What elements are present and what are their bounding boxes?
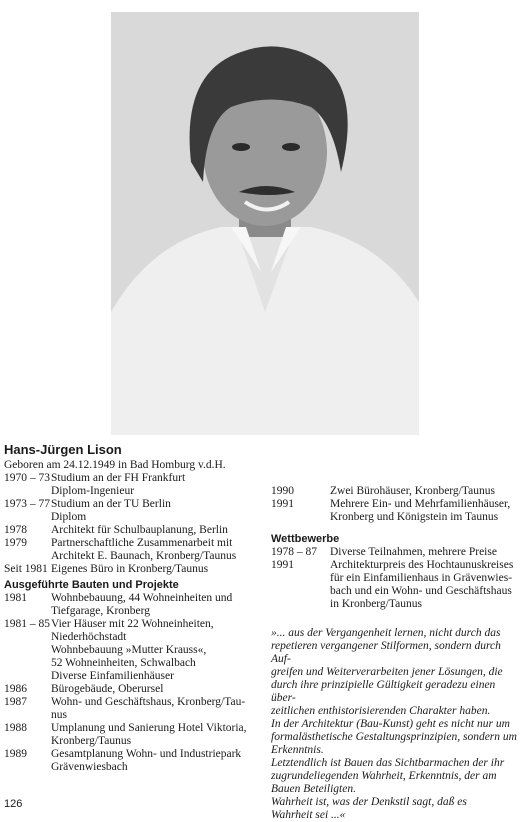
birth-info: Geboren am 24.12.1949 in Bad Homburg v.d.H. xyxy=(4,459,226,471)
entry-line: Wohn- und Geschäftshaus, Kronberg/Tau- xyxy=(51,696,246,708)
entry-year: 1991 xyxy=(271,559,294,571)
built-cont-entry xyxy=(271,485,521,498)
quote-block xyxy=(271,627,521,822)
bio-entry xyxy=(4,563,262,576)
entry-year: 1979 xyxy=(4,537,27,549)
bio-entry xyxy=(4,498,262,524)
quote-line: formalästhetische Gestaltungsprinzipien, sondern um xyxy=(271,731,517,743)
built-entry xyxy=(4,722,262,748)
entry-line: bach und ein Wohn- und Geschäftshaus xyxy=(330,585,512,597)
entry-line: Vier Häuser mit 22 Wohneinheiten, xyxy=(51,618,214,630)
entry-line: Diverse Einfamilienhäuser xyxy=(51,670,174,682)
entry-year: 1981 xyxy=(4,592,27,604)
entry-line: in Kronberg/Taunus xyxy=(330,598,422,610)
entry-line: Diplom xyxy=(51,511,87,523)
competitions-entry xyxy=(271,546,521,559)
portrait-photo xyxy=(111,12,419,435)
entry-line: Wohnbebauung »Mutter Krauss«, xyxy=(51,644,207,656)
entry-text xyxy=(330,546,521,559)
entry-text xyxy=(330,559,521,611)
entry-text xyxy=(330,485,521,498)
right-column xyxy=(271,485,521,822)
entry-text xyxy=(51,696,262,722)
entry-line: Architekt E. Baunach, Kronberg/Taunus xyxy=(51,550,237,562)
left-column xyxy=(4,459,262,774)
entry-line: Kronberg/Taunus xyxy=(51,735,132,747)
quote-line: Bauen Beteiligten. xyxy=(271,783,356,795)
entry-text xyxy=(51,683,262,696)
entry-line: Kronberg und Königstein im Taunus xyxy=(330,511,499,523)
entry-line: Bürogebäude, Oberursel xyxy=(51,683,164,695)
entry-line: Gesamtplanung Wohn- und Industriepark xyxy=(51,748,242,760)
entry-line: für ein Einfamilienhaus in Grävenwies- xyxy=(330,572,513,584)
entry-text xyxy=(51,537,262,563)
entry-year: 1981 – 85 xyxy=(4,618,50,630)
entry-line: Wohnbebauung, 44 Wohneinheiten und xyxy=(51,592,233,604)
entry-line: Mehrere Ein- und Mehrfamilienhäuser, xyxy=(330,498,511,510)
entry-year: 1989 xyxy=(4,748,27,760)
entry-year: Seit 1981 xyxy=(4,563,48,575)
quote-line: Letztendlich ist Bauen das Sichtbarmachen der ihr xyxy=(271,757,505,769)
entry-year: 1991 xyxy=(271,498,294,510)
quote-line: greifen und Weiterverarbeiten jener Lösungen, die xyxy=(271,666,503,678)
quote-line: zeitlichen enthistorisierenden Charakter haben. xyxy=(271,705,491,717)
architect-name: Hans-Jürgen Lison xyxy=(4,442,122,457)
bio-entry xyxy=(4,524,262,537)
entry-line: Umplanung und Sanierung Hotel Viktoria, xyxy=(51,722,247,734)
entry-line: Diplom-Ingenieur xyxy=(51,485,135,497)
bio-entry xyxy=(4,472,262,498)
quote-line: durch ihre prinzipielle Gültigkeit geradezu einen über- xyxy=(271,679,496,704)
entry-text xyxy=(51,748,262,774)
built-entry xyxy=(4,748,262,774)
built-projects-list xyxy=(4,592,262,774)
entry-text xyxy=(51,722,262,748)
entry-line: Architekt für Schulbauplanung, Berlin xyxy=(51,524,228,536)
entry-text xyxy=(330,498,521,524)
built-entry xyxy=(4,696,262,722)
biography-list xyxy=(4,472,262,576)
competitions-entry xyxy=(271,559,521,611)
entry-line: Niederhöchstadt xyxy=(51,631,127,643)
entry-year: 1986 xyxy=(4,683,27,695)
entry-line: Grävenwiesbach xyxy=(51,761,128,773)
entry-year: 1990 xyxy=(271,485,294,497)
entry-line: Diverse Teilnahmen, mehrere Preise xyxy=(330,546,497,558)
entry-text xyxy=(51,498,262,524)
entry-line: nus xyxy=(51,709,67,721)
entry-text xyxy=(51,472,262,498)
entry-year: 1978 – 87 xyxy=(271,546,317,558)
entry-year: 1970 – 73 xyxy=(4,472,50,484)
built-entry xyxy=(4,618,262,683)
quote-line: Erkenntnis. xyxy=(271,744,324,756)
built-entry xyxy=(4,683,262,696)
entry-line: Studium an der FH Frankfurt xyxy=(51,472,186,484)
quote-line: repetieren vergangener Stilformen, sondern durch Auf- xyxy=(271,640,501,665)
competitions-list xyxy=(271,546,521,611)
built-projects-continued xyxy=(271,485,521,524)
entry-year: 1988 xyxy=(4,722,27,734)
entry-text xyxy=(51,592,262,618)
competitions-heading: Wettbewerbe xyxy=(271,533,340,545)
built-cont-entry xyxy=(271,498,521,524)
entry-line: Tiefgarage, Kronberg xyxy=(51,605,151,617)
entry-line: Architekturpreis des Hochtaunuskreises xyxy=(330,559,514,571)
built-projects-heading: Ausgeführte Bauten und Projekte xyxy=(4,579,179,591)
quote-line: »... aus der Vergangenheit lernen, nicht durch das xyxy=(271,627,501,639)
quote-line: zugrundeliegenden Wahrheit, Erkenntnis, der am xyxy=(271,770,497,782)
entry-line: Zwei Bürohäuser, Kronberg/Taunus xyxy=(330,485,495,497)
entry-line: 52 Wohneinheiten, Schwalbach xyxy=(51,657,196,669)
entry-text xyxy=(51,618,262,683)
page-number: 126 xyxy=(4,798,23,810)
quote-line: In der Architektur (Bau-Kunst) geht es nicht nur um xyxy=(271,718,510,730)
quote-line: Wahrheit sei ...« xyxy=(271,809,346,821)
quote-line: Wahrheit ist, was der Denkstil sagt, daß es xyxy=(271,796,467,808)
entry-text xyxy=(51,524,262,537)
entry-line: Eigenes Büro in Kronberg/Taunus xyxy=(51,563,209,575)
entry-line: Partnerschaftliche Zusammenarbeit mit xyxy=(51,537,233,549)
entry-line: Studium an der TU Berlin xyxy=(51,498,171,510)
built-entry xyxy=(4,592,262,618)
entry-year: 1973 – 77 xyxy=(4,498,50,510)
bio-entry xyxy=(4,537,262,563)
entry-text xyxy=(51,563,262,576)
entry-year: 1987 xyxy=(4,696,27,708)
entry-year: 1978 xyxy=(4,524,27,536)
